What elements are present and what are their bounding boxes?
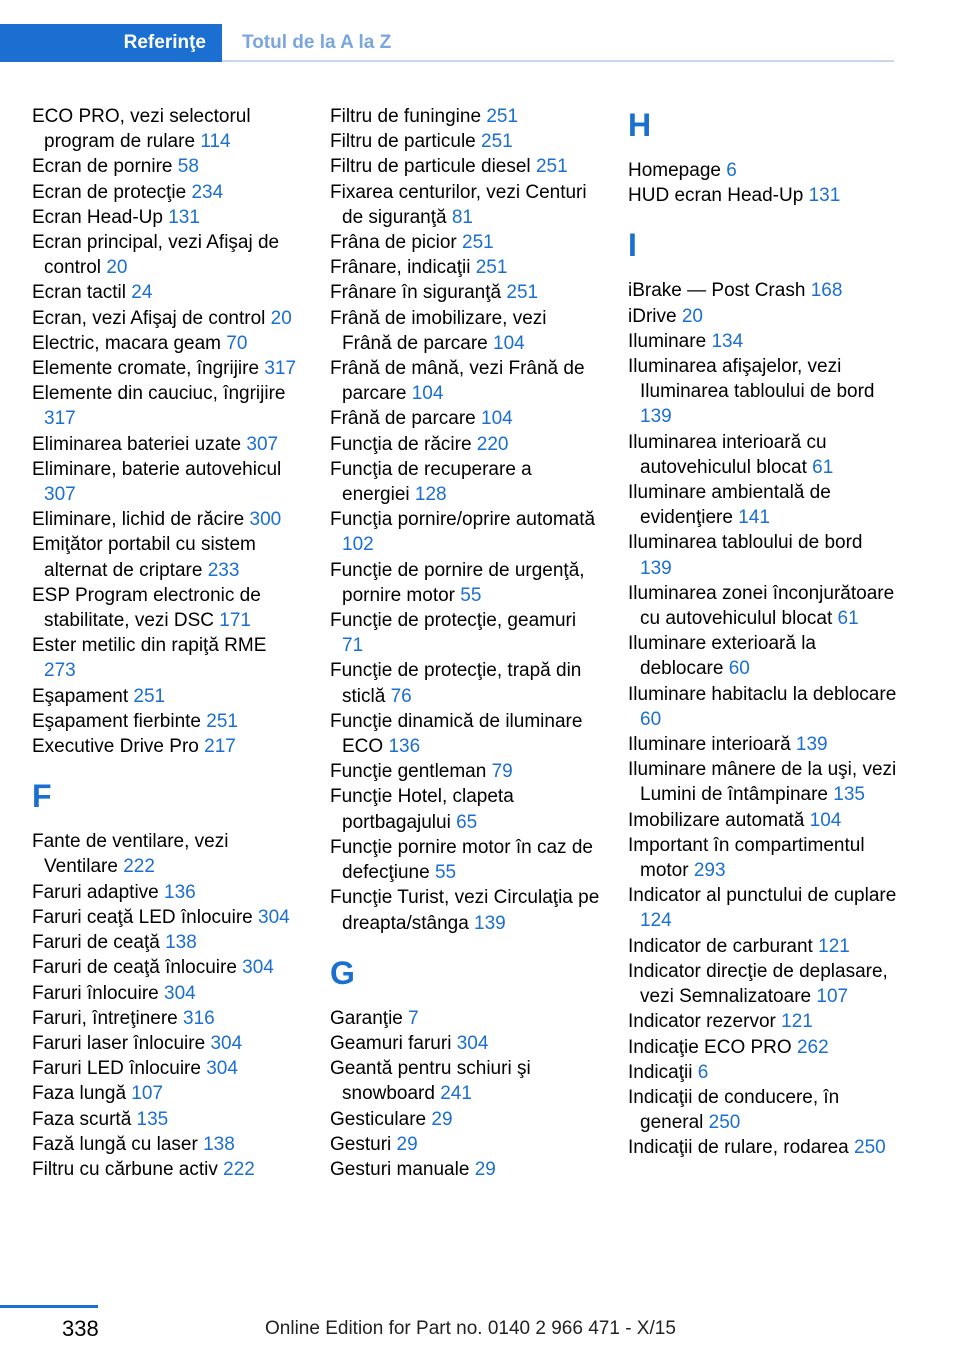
page-link[interactable]: 138	[165, 932, 197, 954]
entry-text: Funcţie Hotel, clapeta portbagajului	[330, 786, 514, 833]
entry-text: Frâna de picior	[330, 232, 457, 254]
index-entry	[628, 883, 898, 933]
index-entry	[628, 1009, 898, 1034]
index-entry	[32, 1157, 302, 1182]
page-link[interactable]: 131	[808, 185, 841, 207]
page-link[interactable]: 139	[640, 557, 672, 579]
index-entry	[628, 959, 898, 1009]
index-entry	[32, 829, 302, 879]
page-link[interactable]: 139	[640, 406, 672, 428]
page-link[interactable]: 20	[106, 257, 128, 279]
entry-text: Filtru de particule	[330, 131, 476, 153]
index-entry	[628, 430, 898, 480]
entry-text: Funcţie dinamică de iluminare ECO	[330, 710, 583, 758]
page-link[interactable]: 304	[456, 1032, 489, 1054]
entry-text: Funcţie pornire motor în caz de defecţiune	[330, 836, 593, 884]
page-link[interactable]: 29	[474, 1158, 496, 1180]
page-link[interactable]: 251	[475, 257, 508, 279]
page-link[interactable]: 217	[204, 736, 236, 758]
entry-text: Eliminare, baterie autovehicul	[32, 458, 282, 480]
index-entry	[628, 732, 898, 757]
entry-text: Frână de imobilizare, vezi Frână de parcare	[330, 307, 547, 354]
footer-rule	[0, 1305, 98, 1308]
index-entry	[330, 835, 600, 885]
page-link[interactable]: 60	[728, 658, 750, 680]
index-entry	[628, 1085, 898, 1135]
page-link[interactable]: 251	[206, 710, 238, 732]
page-link[interactable]: 102	[342, 534, 374, 556]
header-divider	[222, 60, 894, 62]
page-link[interactable]: 307	[44, 484, 76, 506]
entry-text: Iluminare habitaclu la deblocare	[628, 683, 897, 705]
entry-text: Filtru cu cărbune activ	[32, 1158, 218, 1180]
index-entry	[330, 129, 600, 154]
entry-text: Frână de parcare	[330, 408, 476, 430]
page-link[interactable]: 55	[460, 584, 482, 606]
entry-text: Faruri înlocuire	[32, 982, 159, 1004]
entry-text: Iluminare interioară	[628, 734, 791, 756]
entry-text: Ecran principal, vezi Afişaj de control	[32, 232, 280, 279]
page-link[interactable]: 251	[535, 156, 568, 178]
index-entry	[628, 480, 898, 530]
entry-text: Gesturi	[330, 1133, 392, 1155]
entry-text: Ecran de pornire	[32, 156, 173, 178]
entry-text: Faruri LED înlocuire	[32, 1058, 201, 1080]
index-entry	[330, 759, 600, 784]
page-link[interactable]: 241	[440, 1083, 472, 1105]
index-entry	[330, 885, 600, 935]
index-entry	[330, 608, 600, 658]
page-link[interactable]: 171	[219, 610, 251, 632]
entry-text: Faruri adaptive	[32, 881, 159, 903]
entry-text: Faruri de ceaţă	[32, 932, 160, 954]
entry-text: Imobilizare automată	[628, 809, 805, 831]
tab-referinte[interactable]: Referinţe	[0, 24, 222, 62]
entry-text: Indicator de carburant	[628, 935, 813, 957]
index-entry	[330, 558, 600, 608]
index-entry	[330, 1031, 600, 1056]
entry-text: Funcţia de răcire	[330, 433, 472, 455]
entry-text: Faza scurtă	[32, 1108, 132, 1130]
page-link[interactable]: 304	[210, 1032, 243, 1054]
page-link[interactable]: 304	[206, 1058, 238, 1080]
index-entry	[32, 507, 302, 532]
index-entry	[628, 631, 898, 681]
entry-text: Iluminare exterioară la deblocare	[628, 633, 816, 680]
page-link[interactable]: 136	[388, 736, 421, 758]
entry-text: Fixarea centurilor, vezi Centuri de siguranţă	[330, 181, 587, 228]
entry-text: Frânare, indicaţii	[330, 257, 471, 279]
index-entry	[330, 280, 600, 305]
index-entry	[628, 757, 898, 807]
index-entry	[330, 306, 600, 356]
index-entry	[628, 682, 898, 732]
page-link[interactable]: 168	[810, 280, 843, 302]
page-link[interactable]: 135	[136, 1108, 169, 1130]
entry-text: Gesticulare	[330, 1108, 427, 1130]
entry-text: Indicaţii de rulare, rodarea	[628, 1137, 849, 1159]
entry-text: Faruri laser înlocuire	[32, 1032, 206, 1054]
index-entry	[32, 154, 302, 179]
page-link[interactable]: 273	[44, 660, 76, 682]
index-entry	[32, 930, 302, 955]
entry-text: Faza lungă	[32, 1083, 127, 1105]
index-entry	[628, 304, 898, 329]
index-entry	[32, 205, 302, 230]
page-link[interactable]: 141	[738, 507, 770, 529]
index-entry	[32, 280, 302, 305]
index-entry	[330, 356, 600, 406]
page-link[interactable]: 139	[795, 734, 828, 756]
page-link[interactable]: 251	[481, 131, 513, 153]
index-entry	[32, 734, 302, 759]
index-entry	[330, 255, 600, 280]
entry-text: Homepage	[628, 160, 721, 181]
entry-text: Indicaţii de conducere, în general	[628, 1086, 840, 1134]
page-link[interactable]: 6	[697, 1061, 709, 1083]
entry-text: Fază lungă cu laser	[32, 1133, 198, 1155]
index-entry	[330, 658, 600, 708]
index-entry	[330, 406, 600, 431]
entry-text: Eşapament fierbinte	[32, 710, 201, 732]
page-link[interactable]: 304	[164, 982, 196, 1004]
page-link[interactable]: 251	[462, 232, 494, 254]
entry-text: Ecran de protecţie	[32, 181, 187, 203]
page-link[interactable]: 79	[491, 761, 513, 783]
page-link[interactable]: 104	[411, 383, 444, 405]
page-link[interactable]: 121	[781, 1011, 813, 1033]
page-link[interactable]: 29	[396, 1133, 418, 1155]
page-link[interactable]: 71	[342, 635, 364, 657]
page-link[interactable]: 262	[796, 1036, 829, 1058]
entry-text: Funcţie de pornire de urgenţă, pornire motor	[330, 559, 585, 606]
index-entry	[32, 1031, 302, 1056]
page-link[interactable]: 300	[249, 509, 282, 531]
entry-text: Filtru de particule diesel	[330, 156, 531, 178]
index-entry	[32, 1132, 302, 1157]
index-entry	[32, 457, 302, 507]
index-entry	[32, 1056, 302, 1081]
index-entry	[32, 104, 302, 154]
page-link[interactable]: 136	[164, 881, 196, 903]
entry-text: Eşapament	[32, 685, 129, 707]
index-entry	[32, 1081, 302, 1106]
entry-text: Funcţie de protecţie, trapă din sticlă	[330, 660, 582, 707]
page-link[interactable]: 233	[207, 559, 240, 581]
edition-note: Online Edition for Part no. 0140 2 966 471 - X/15	[265, 1318, 676, 1339]
entry-text: Frânare în siguranţă	[330, 282, 502, 304]
page-link[interactable]: 61	[837, 608, 859, 630]
index-entry	[330, 230, 600, 255]
page-link[interactable]: 65	[456, 811, 478, 833]
page-link[interactable]: 135	[833, 784, 865, 806]
entry-text: Eliminarea bateriei uzate	[32, 433, 242, 455]
index-entry	[32, 981, 302, 1006]
page-link[interactable]: 222	[223, 1158, 255, 1180]
page-link[interactable]: 104	[809, 809, 842, 831]
page-link[interactable]: 251	[486, 106, 519, 127]
index-entry	[330, 104, 600, 129]
index-entry	[628, 934, 898, 959]
page-link[interactable]: 29	[431, 1108, 453, 1130]
entry-text: Iluminarea tabloului de bord	[628, 532, 863, 554]
index-entry	[32, 331, 302, 356]
entry-text: ECO PRO, vezi selectorul program de rulare	[32, 106, 251, 153]
index-entry	[628, 1135, 898, 1160]
page-link[interactable]: 304	[258, 906, 290, 928]
index-entry	[628, 1060, 898, 1085]
index-entry	[330, 432, 600, 457]
page-link[interactable]: 70	[226, 332, 248, 354]
index-entry	[32, 180, 302, 205]
page-link[interactable]: 81	[451, 206, 473, 228]
index-entry	[628, 158, 898, 183]
entry-text: Ester metilic din rapiţă RME	[32, 635, 267, 657]
page-link[interactable]: 20	[270, 307, 292, 329]
entry-text: Funcţie Turist, vezi Circulaţia pe dreapta/stânga	[330, 887, 600, 934]
index-entry	[330, 709, 600, 759]
page-link[interactable]: 250	[854, 1137, 886, 1159]
entry-text: Faruri ceaţă LED înlocuire	[32, 906, 253, 928]
index-entry	[628, 530, 898, 580]
entry-text: Funcţia pornire/oprire automată	[330, 509, 596, 531]
page-link[interactable]: 134	[711, 330, 744, 352]
index-entry	[32, 633, 302, 683]
index-entry	[32, 230, 302, 280]
index-entry	[32, 684, 302, 709]
entry-text: Iluminarea afişajelor, vezi Iluminarea tabloului de bord	[628, 356, 875, 403]
entry-text: Fante de ventilare, vezi Ventilare	[32, 831, 229, 878]
entry-text: Elemente cromate, îngrijire	[32, 358, 260, 380]
index-entry	[330, 507, 600, 557]
entry-text: Geamuri faruri	[330, 1032, 452, 1054]
entry-text: Iluminare	[628, 330, 707, 352]
entry-text: iDrive	[628, 305, 677, 327]
entry-text: Eliminare, lichid de răcire	[32, 509, 245, 531]
entry-text: Filtru de funingine	[330, 106, 482, 127]
entry-text: Geantă pentru schiuri şi snowboard	[330, 1058, 531, 1105]
page-link[interactable]: 251	[133, 685, 166, 707]
entry-text: Indicaţie ECO PRO	[628, 1036, 792, 1058]
page-link[interactable]: 307	[246, 433, 279, 455]
index-entry	[330, 784, 600, 834]
entry-text: Indicator rezervor	[628, 1011, 776, 1033]
page-link[interactable]: 293	[693, 860, 726, 882]
page-link[interactable]: 7	[408, 1007, 419, 1029]
tab-totul-de-la-a-la-z[interactable]: Totul de la A la Z	[242, 32, 392, 53]
page-link[interactable]: 107	[816, 986, 849, 1008]
page-link[interactable]: 304	[242, 957, 274, 979]
entry-text: Ecran tactil	[32, 282, 126, 304]
page-link[interactable]: 104	[481, 408, 513, 430]
index-entry	[32, 532, 302, 582]
index-entry	[628, 329, 898, 354]
index-column-2	[330, 104, 600, 1182]
index-entry	[32, 356, 302, 381]
index-entry	[330, 1107, 600, 1132]
page-link[interactable]: 222	[123, 856, 155, 878]
entry-text: Iluminare mânere de la uşi, vezi Lumini de întâmpinare	[628, 759, 897, 806]
page-link[interactable]: 55	[434, 862, 457, 884]
entry-text: Gesturi manuale	[330, 1158, 470, 1180]
index-entry	[330, 1157, 600, 1182]
entry-text: Elemente din cauciuc, îngrijire	[32, 383, 286, 405]
entry-text: Ecran, vezi Afişaj de control	[32, 307, 266, 329]
entry-text: Funcţia de recuperare a energiei	[330, 458, 532, 506]
page-link[interactable]: 138	[203, 1133, 235, 1155]
entry-text: HUD ecran Head-Up	[628, 185, 804, 207]
page-link[interactable]: 317	[264, 358, 297, 380]
entry-text: Indicator direcţie de deplasare, vezi Semnalizatoare	[628, 960, 888, 1008]
section-letter: H	[628, 107, 652, 143]
entry-text: iBrake — Post Crash	[628, 280, 806, 302]
entry-text: Faruri de ceaţă înlocuire	[32, 957, 237, 979]
entry-text: ESP Program electronic de stabilitate, vezi DSC	[32, 584, 261, 632]
index-entry	[628, 833, 898, 883]
index-entry	[32, 306, 302, 331]
section-letter: F	[32, 778, 52, 815]
section-letter: I	[628, 227, 637, 264]
index-entry	[628, 278, 898, 303]
page-link[interactable]: 128	[414, 484, 447, 506]
index-entry	[32, 905, 302, 930]
index-entry	[628, 581, 898, 631]
index-entry	[628, 1035, 898, 1060]
index-entry	[32, 1006, 302, 1031]
entry-text: Iluminarea zonei înconjurătoare cu autovehiculul blocat	[628, 582, 895, 630]
index-entry	[32, 709, 302, 734]
index-entry	[628, 354, 898, 430]
page-link[interactable]: 76	[390, 685, 412, 707]
page-link[interactable]: 220	[476, 433, 509, 455]
header-tabbar	[0, 24, 894, 62]
entry-text: Faruri, întreţinere	[32, 1007, 178, 1029]
entry-text: Funcţie de protecţie, geamuri	[330, 610, 577, 632]
index-entry	[32, 432, 302, 457]
index-entry	[32, 583, 302, 633]
entry-text: Emiţător portabil cu sistem alternat de criptare	[32, 534, 256, 581]
page-link[interactable]: 124	[640, 910, 672, 932]
entry-text: Frână de mână, vezi Frână de parcare	[330, 358, 585, 405]
index-entry	[32, 880, 302, 905]
page-link[interactable]: 317	[44, 408, 76, 430]
index-entry	[628, 808, 898, 833]
entry-text: Important în compartimentul motor	[628, 834, 865, 882]
page-link[interactable]: 131	[168, 206, 200, 228]
entry-text: Iluminarea interioară cu autovehiculul blocat	[628, 431, 827, 478]
page-link[interactable]: 316	[183, 1007, 215, 1029]
page-link[interactable]: 6	[726, 160, 737, 181]
index-entry	[628, 183, 898, 208]
page-link[interactable]: 139	[474, 912, 506, 934]
section-letter: G	[330, 954, 355, 991]
page-link[interactable]: 114	[200, 131, 231, 153]
index-entry	[32, 955, 302, 980]
page-link[interactable]: 251	[506, 282, 539, 304]
page-link[interactable]: 104	[493, 332, 525, 354]
page-link[interactable]: 61	[812, 456, 834, 478]
index-column-1	[32, 104, 302, 1182]
page-link[interactable]: 121	[818, 935, 850, 957]
index-entry	[32, 1107, 302, 1132]
page-link[interactable]: 250	[708, 1112, 741, 1134]
entry-text: Indicator al punctului de cuplare	[628, 885, 897, 907]
entry-text: Electric, macara geam	[32, 332, 222, 354]
index-entry	[330, 1132, 600, 1157]
entry-text: Executive Drive Pro	[32, 736, 199, 758]
index-column-3	[628, 104, 898, 1161]
index-entry	[32, 381, 302, 431]
page-link[interactable]: 107	[131, 1083, 163, 1105]
entry-text: Ecran Head-Up	[32, 206, 163, 228]
entry-text: Funcţie gentleman	[330, 761, 487, 783]
page-link[interactable]: 58	[177, 156, 199, 178]
index-entry	[330, 1006, 600, 1031]
page-link[interactable]: 234	[191, 181, 224, 203]
page-link[interactable]: 60	[640, 708, 662, 730]
index-entry	[330, 1056, 600, 1106]
page-number: 338	[62, 1316, 99, 1341]
index-entry	[330, 154, 600, 179]
index-entry	[330, 457, 600, 507]
entry-text: Iluminare ambientală de evidenţiere	[628, 482, 831, 529]
entry-text: Garanţie	[330, 1007, 403, 1029]
page-link[interactable]: 24	[131, 282, 153, 304]
entry-text: Indicaţii	[628, 1061, 693, 1083]
page-link[interactable]: 20	[681, 305, 703, 327]
index-entry	[330, 180, 600, 230]
